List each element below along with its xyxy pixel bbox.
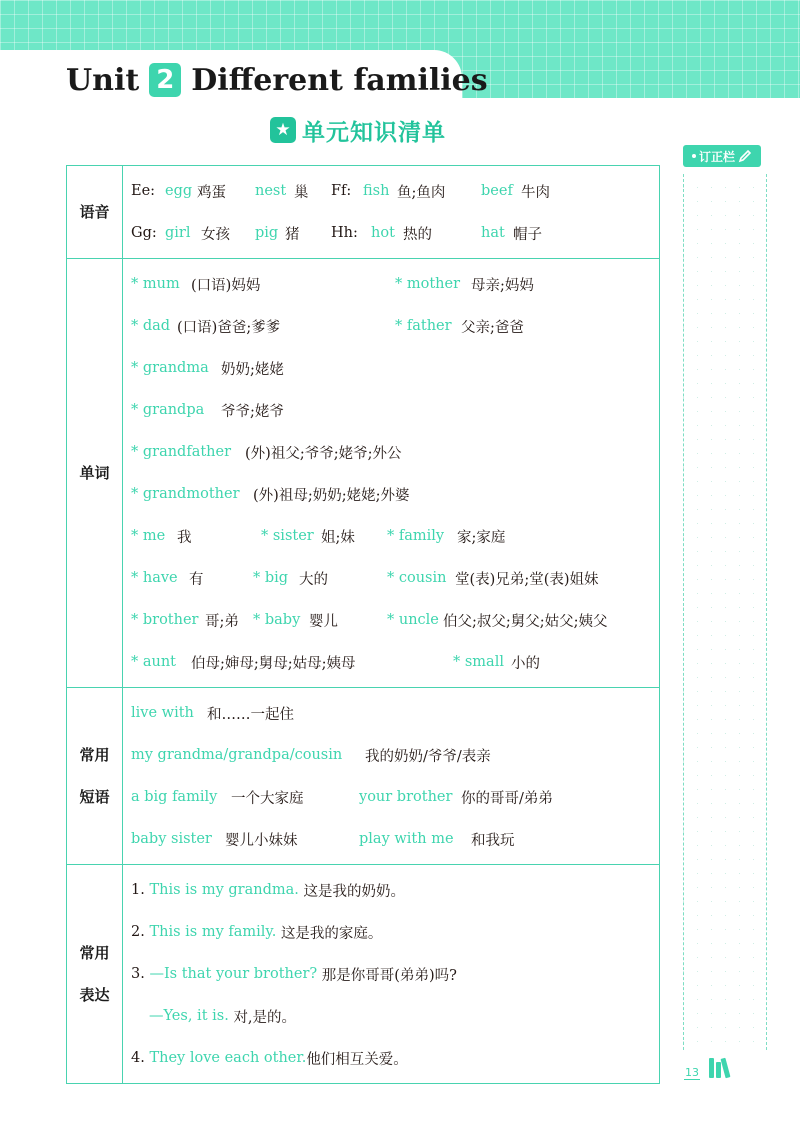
label-text: 常用 — [79, 944, 110, 962]
word-zh: 堂(表)兄弟;堂(表)姐妹 — [455, 571, 599, 588]
phrase-en: baby sister — [131, 831, 212, 847]
word-zh: 伯母;婶母;舅母;姑母;姨母 — [191, 655, 356, 672]
word-zh: 我 — [177, 529, 192, 546]
word-zh: (口语)爸爸;爹爹 — [177, 319, 281, 336]
label-text: 常用 — [79, 746, 110, 764]
phrase-zh: 婴儿小妹妹 — [225, 832, 298, 849]
word-en: * mother — [395, 276, 461, 292]
word-en: * father — [395, 318, 452, 334]
expression-number: 4. — [131, 1050, 145, 1066]
word-en: * grandmother — [131, 486, 240, 502]
word-en: egg — [165, 183, 193, 199]
word-en: pig — [255, 225, 279, 241]
word-zh: 大的 — [299, 571, 328, 588]
knowledge-table — [66, 165, 660, 1084]
word-zh: 伯父;叔父;舅父;姑父;姨父 — [443, 613, 608, 630]
phrase-line — [131, 692, 659, 734]
word-line — [131, 305, 659, 347]
table-row-phrases — [67, 688, 660, 865]
word-zh: 爷爷;姥爷 — [221, 403, 284, 420]
label-text: 语音 — [79, 203, 110, 221]
word-zh: (外)祖父;爷爷;姥爷;外公 — [245, 445, 402, 462]
row-label-words — [67, 259, 123, 688]
row-label-expressions — [67, 865, 123, 1084]
word-en: beef — [481, 183, 513, 199]
word-en: * grandfather — [131, 444, 232, 460]
expression-zh: 对,是的。 — [233, 1009, 297, 1026]
expression-en: This is my family. — [149, 924, 277, 940]
word-zh: 鱼;鱼肉 — [397, 184, 446, 201]
word-zh: 巢 — [294, 184, 309, 201]
phrase-en: my grandma/grandpa/cousin — [131, 747, 343, 763]
word-en: * small — [453, 654, 504, 670]
phrase-zh: 和……一起住 — [207, 706, 294, 723]
unit-number-badge: 2 — [149, 63, 181, 97]
prefix: Ee: — [131, 183, 156, 199]
word-zh: 家;家庭 — [457, 529, 506, 546]
table-row-expressions — [67, 865, 660, 1084]
table-row-phonics — [67, 166, 660, 259]
expression-line — [131, 1037, 659, 1079]
word-line — [131, 473, 659, 515]
phrase-line — [131, 734, 659, 776]
label-text: 表达 — [79, 986, 110, 1004]
word-en: * dad — [131, 318, 171, 334]
phonics-line — [131, 170, 659, 212]
phrase-en: your brother — [359, 789, 453, 805]
word-en: * mum — [131, 276, 180, 292]
phrase-zh: 和我玩 — [471, 832, 515, 849]
word-zh: 哥;弟 — [205, 613, 239, 630]
table-row-words — [67, 259, 660, 688]
books-icon — [709, 1058, 728, 1078]
word-en: * grandpa — [131, 402, 205, 418]
expression-number: 1. — [131, 882, 145, 898]
book-spine — [709, 1058, 714, 1078]
word-line — [131, 389, 659, 431]
prefix: Gg: — [131, 225, 157, 241]
word-en: * me — [131, 528, 166, 544]
word-en: * big — [253, 570, 289, 586]
word-en: fish — [363, 183, 390, 199]
word-zh: (口语)妈妈 — [191, 277, 261, 294]
word-zh: 婴儿 — [309, 613, 338, 630]
prefix: Ff: — [331, 183, 352, 199]
expression-zh: 他们相互关爱。 — [306, 1051, 408, 1068]
word-line — [131, 641, 659, 683]
word-zh: 热的 — [403, 226, 432, 243]
book-spine — [720, 1058, 730, 1079]
word-line — [131, 515, 659, 557]
phrase-line — [131, 776, 659, 818]
expression-en: —Is that your brother? — [149, 966, 318, 982]
word-en: hat — [481, 225, 505, 241]
expression-zh: 这是我的奶奶。 — [303, 883, 405, 900]
word-line — [131, 347, 659, 389]
word-en: * baby — [253, 612, 301, 628]
word-zh: 父亲;爸爸 — [461, 319, 524, 336]
expression-line — [131, 995, 659, 1037]
phrase-en: a big family — [131, 789, 218, 805]
word-en: * uncle — [387, 612, 439, 628]
expression-zh: 这是我的家庭。 — [280, 925, 383, 942]
section-title: 单元知识清单 — [302, 119, 446, 146]
phonics-content — [123, 166, 660, 259]
phrase-zh: 你的哥哥/弟弟 — [461, 790, 553, 807]
unit-title-text: Different families — [191, 62, 488, 98]
expressions-content — [123, 865, 660, 1084]
word-zh: 女孩 — [201, 226, 230, 243]
expression-line — [131, 953, 659, 995]
word-en: * have — [131, 570, 178, 586]
prefix: Hh: — [331, 225, 358, 241]
phrase-zh: 一个大家庭 — [231, 790, 304, 807]
word-line — [131, 263, 659, 305]
label-text: 单词 — [79, 464, 110, 482]
expression-zh: 那是你哥哥(弟弟)吗? — [321, 967, 457, 984]
word-en: * grandma — [131, 360, 209, 376]
phrases-content — [123, 688, 660, 865]
page-number: 13 — [685, 1066, 699, 1079]
word-zh: 小的 — [511, 655, 540, 672]
expression-line — [131, 911, 659, 953]
pencil-icon — [738, 149, 752, 163]
word-zh: 奶奶;姥姥 — [221, 361, 284, 378]
book-spine — [716, 1062, 721, 1078]
phrase-en: live with — [131, 705, 194, 721]
unit-word: Unit — [66, 62, 140, 98]
word-zh: 鸡蛋 — [197, 184, 226, 201]
expression-number: 2. — [131, 924, 145, 940]
row-label-phonics — [67, 166, 123, 259]
correction-label: 订正栏 — [698, 149, 735, 164]
word-zh: 姐;妹 — [321, 529, 355, 546]
word-en: * aunt — [131, 654, 177, 670]
expression-en: This is my grandma. — [149, 882, 299, 898]
dot-icon — [692, 154, 696, 158]
word-line — [131, 431, 659, 473]
phrase-en: play with me — [359, 831, 454, 847]
phonics-line — [131, 212, 659, 254]
word-zh: 猪 — [285, 226, 300, 243]
section-heading — [270, 112, 446, 148]
unit-title — [66, 58, 488, 102]
word-en: girl — [165, 225, 191, 241]
word-zh: 牛肉 — [521, 184, 550, 201]
label-text: 短语 — [79, 788, 110, 806]
word-line — [131, 557, 659, 599]
phrase-line — [131, 818, 659, 860]
word-en: * sister — [261, 528, 314, 544]
star-icon: ★ — [270, 117, 296, 143]
word-en: hot — [371, 225, 395, 241]
word-zh: (外)祖母;奶奶;姥姥;外婆 — [253, 487, 410, 504]
expression-number: 3. — [131, 966, 145, 982]
expression-line — [131, 869, 659, 911]
words-content — [123, 259, 660, 688]
word-zh: 母亲;妈妈 — [471, 277, 534, 294]
phrase-zh: 我的奶奶/爷爷/表亲 — [365, 748, 491, 765]
correction-column-tab — [683, 145, 761, 167]
expression-en: —Yes, it is. — [149, 1008, 229, 1024]
row-label-phrases — [67, 688, 123, 865]
expression-en: They love each other. — [149, 1050, 307, 1066]
word-zh: 帽子 — [513, 226, 542, 243]
word-en: * family — [387, 528, 445, 544]
word-zh: 有 — [189, 571, 204, 588]
word-en: * brother — [131, 612, 199, 628]
word-line — [131, 599, 659, 641]
word-en: nest — [255, 183, 287, 199]
correction-column — [683, 174, 767, 1050]
word-en: * cousin — [387, 570, 447, 586]
